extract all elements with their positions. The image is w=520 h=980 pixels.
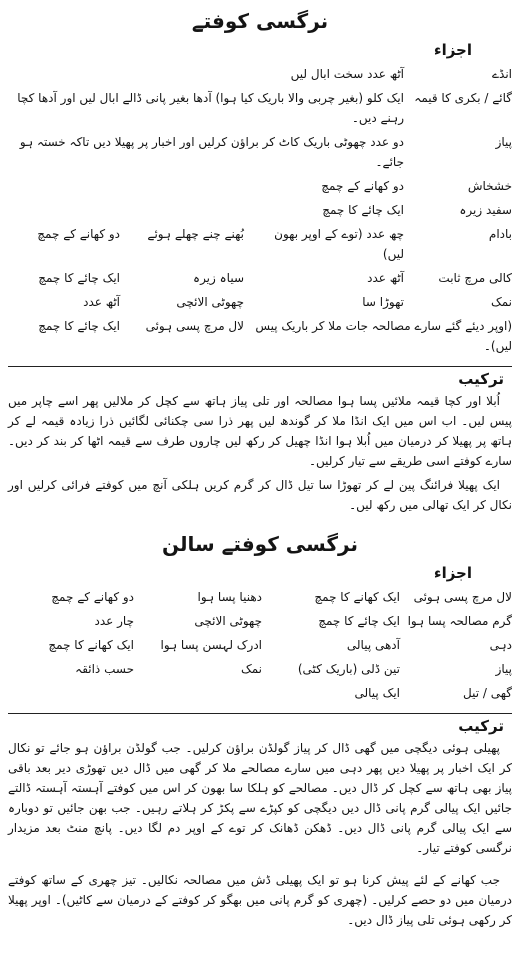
kofta-recipe-section	[8, 6, 512, 515]
ingredient-row	[8, 290, 512, 314]
ingredient-quantity: تین ڈلی (باریک کٹی)	[297, 662, 400, 676]
ingredient-quantity: دو کھانے کے چمچ	[321, 179, 404, 193]
ingredient-row	[8, 130, 512, 174]
ingredient-name-secondary: دھنیا پسا ہوا	[197, 590, 262, 604]
method-heading-rule	[8, 713, 512, 738]
ingredient-name: بادام	[488, 227, 512, 241]
ingredient-row	[8, 198, 512, 222]
ingredient-row	[8, 86, 512, 130]
ingredient-name: نمک	[490, 295, 512, 309]
ingredient-name: گائے / بکری کا قیمہ	[414, 91, 512, 105]
ingredient-quantity: آٹھ عدد سخت ابال لیں	[290, 67, 404, 81]
ingredient-quantity: چھ عدد (توے کے اوپر بھون لیں)	[274, 227, 404, 261]
ingredient-quantity-secondary: ایک چائے کا چمچ	[38, 319, 120, 333]
ingredient-name: انڈے	[491, 67, 512, 81]
ingredient-row	[8, 585, 512, 609]
ingredient-quantity: ایک چائے کا چمچ	[318, 614, 400, 628]
curry-ingredients-table	[8, 585, 512, 705]
grinding-note: (اوپر دیئے گئے سارے مصالحہ جات ملا کر باریک پیس لیں)۔	[255, 319, 512, 353]
method-heading: ترکیب	[458, 370, 504, 388]
ingredients-heading: اجزاء	[433, 41, 472, 59]
ingredient-quantity: ایک چائے کا چمچ	[322, 203, 404, 217]
method-paragraph: پھیلی ہوئی دیگچی میں گھی ڈال کر پیاز گولڈن براؤن کرلیں۔ جب گولڈن براؤن ہو جائے تو نکال کر ایک اخبار پر پھیلا دیں پھر دہی میں سارے مصالحے ملا کر گھی میں ڈال دیں تھوڑی دیر بعد باقی پیاز بھی ہاتھ سے کچل کر ڈال دیں۔ مصالحے کو ہلکا سا بھون کر اس میں کوفتے آہستہ آہستہ ڈالتے جائیں ایک پیالی گرم پانی ڈال دیں دیگچی کو کپڑے سے پکڑ کر ہلاتے رہیں۔ جب بھن جائیں تو دوبارہ سے ایک پیالی گرم پانی ڈال دیں۔ ڈھکن ڈھانک کر توے کے اوپر دم لگا دیں۔ پانچ منٹ بعد مزیدار نرگسی کوفتے تیار۔	[8, 741, 512, 855]
ingredient-name-secondary: سیاہ زیرہ	[193, 271, 244, 285]
ingredient-name: پیاز	[495, 662, 512, 676]
ingredient-quantity: ایک کھانے کا چمچ	[314, 590, 400, 604]
ingredient-quantity-secondary: دو کھانے کے چمچ	[51, 590, 134, 604]
ingredient-quantity: آٹھ عدد	[367, 271, 404, 285]
ingredient-row	[8, 633, 512, 657]
ingredient-row	[8, 609, 512, 633]
ingredient-name-secondary: چھوٹی الائچی	[176, 295, 244, 309]
ingredient-row	[8, 222, 512, 266]
ingredient-name: لال مرچ پسی ہوئی	[413, 590, 512, 604]
method-heading: ترکیب	[458, 717, 504, 735]
ingredient-name: گرم مصالحہ پسا ہوا	[407, 614, 512, 628]
ingredient-name-secondary: ادرک لہسن پسا ہوا	[160, 638, 262, 652]
ingredient-row	[8, 266, 512, 290]
ingredient-quantity: ایک کلو (بغیر چربی والا باریک کیا ہوا) آدھا بغیر پانی ڈالے ابال لیں اور آدھا کچا رہنے دیں۔	[17, 91, 404, 125]
ingredient-row	[8, 681, 512, 705]
ingredient-name: پیاز	[495, 135, 512, 149]
recipe-title: نرگسی کوفتے	[191, 9, 329, 33]
ingredient-name-secondary: نمک	[240, 662, 262, 676]
ingredient-name-secondary: بُھنے چنے چھلے ہوئے	[147, 227, 244, 241]
kofta-curry-section	[8, 529, 512, 930]
ingredients-heading: اجزاء	[433, 564, 472, 582]
ingredient-row	[8, 657, 512, 681]
ingredient-row	[8, 62, 512, 86]
ingredient-name-secondary: لال مرچ پسی ہوئی	[145, 319, 244, 333]
ingredients-table	[8, 62, 512, 358]
ingredient-name: کالی مرچ ثابت	[438, 271, 512, 285]
method-paragraph: اُبلا اور کچا قیمہ ملائیں پسا ہوا مصالحہ اور تلی پیاز ہاتھ سے کچل کر ملالیں پھر اسے چاپر میں پیس لیں۔ اب اس میں ایک انڈا ملا کر گوندھ لیں پھر ذرا سی چکنائی لگائیں ذرا زیادہ قیمہ لے کر ہاتھ پر پھیلا کر درمیان میں اُبلا ہوا انڈا چھیل کر رکھ لیں چاروں طرف سے قیمہ اٹھا کر بند کر دیں۔ سارے کوفتے اسی طریقے سے تیار کرلیں۔	[8, 394, 512, 468]
ingredient-name: گھی / تیل	[463, 686, 512, 700]
ingredient-quantity-secondary: ایک چائے کا چمچ	[38, 271, 120, 285]
ingredient-quantity: تھوڑا سا	[362, 295, 404, 309]
curry-title: نرگسی کوفتے سالن	[162, 532, 358, 556]
ingredient-quantity-secondary: حسب ذائقہ	[75, 662, 134, 676]
method-heading-rule	[8, 366, 512, 391]
ingredient-quantity-secondary: آٹھ عدد	[83, 295, 120, 309]
ingredient-quantity-secondary: دو کھانے کے چمچ	[37, 227, 120, 241]
ingredient-quantity: ایک پیالی	[354, 686, 400, 700]
ingredient-quantity: دو عدد چھوٹی باریک کاٹ کر براؤن کرلیں اور اخبار پر پھیلا دیں تاکہ خستہ ہو جائے۔	[19, 135, 404, 169]
ingredient-quantity: آدھی پیالی	[346, 638, 400, 652]
ingredient-name: خشخاش	[467, 179, 512, 193]
method-paragraph: ایک پھیلا فرائنگ پین لے کر تھوڑا سا تیل ڈال کر گرم کریں ہلکی آنچ میں کوفتے فرائی کرلیں اور نکال کر ایک تھالی میں رکھ لیں۔	[8, 478, 512, 512]
ingredient-name-secondary: چھوٹی الائچی	[194, 614, 262, 628]
ingredient-row	[8, 174, 512, 198]
ingredient-quantity-secondary: چار عدد	[94, 614, 134, 628]
serving-paragraph: جب کھانے کے لئے پیش کرنا ہو تو ایک پھیلی ڈش میں مصالحہ نکالیں۔ تیز چھری کے ساتھ کوفتے درمیان میں دو حصے کرلیں۔ (چھری کو گرم پانی میں بھگو کر کوفتے کے درمیان سے کاٹیں)۔ اوپر پھیلا کر رکھی ہوئی تلی پیاز ڈال دیں۔	[8, 873, 512, 927]
ingredient-name: دہی	[489, 638, 512, 652]
ingredient-row	[8, 314, 512, 358]
ingredient-name: سفید زیرہ	[459, 203, 512, 217]
ingredient-quantity-secondary: ایک کھانے کا چمچ	[48, 638, 134, 652]
